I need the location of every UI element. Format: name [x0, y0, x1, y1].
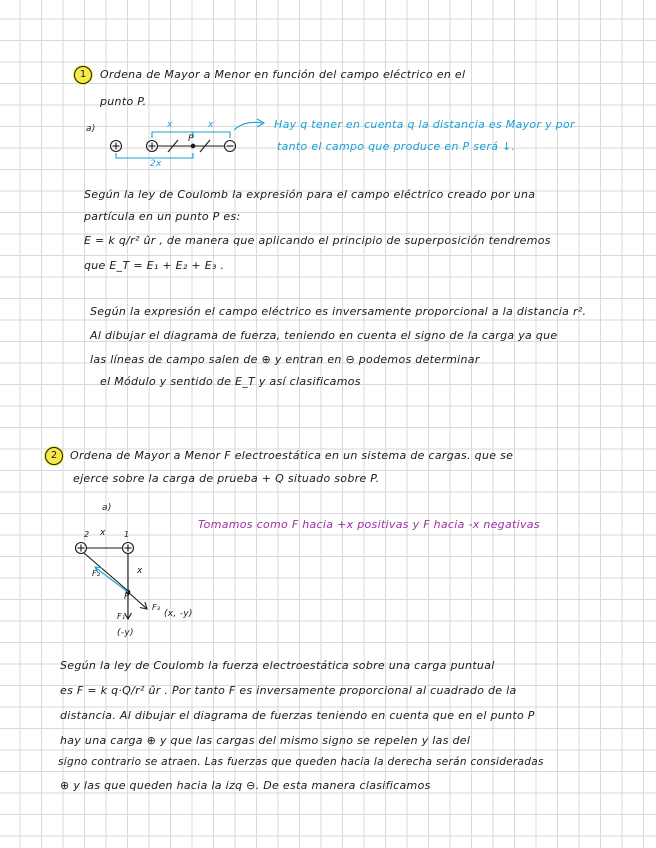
- problem-number-2: 2: [45, 447, 63, 465]
- problem1-para2-line3: las líneas de campo salen de ⊕ y entran en ⊖ podemos determinar: [90, 353, 480, 366]
- problem2-para-line6: ⊕ y las que queden hacia la izq ⊖. De esta manera clasificamos: [60, 779, 431, 792]
- problem2-title-line2: ejerce sobre la carga de prueba + Q situado sobre P.: [73, 472, 380, 485]
- problem1-para2-line2: Al dibujar el diagrama de fuerza, teniendo en cuenta el signo de la carga ya que: [90, 329, 558, 342]
- diagram2-point-p: P: [124, 592, 130, 602]
- diagram2-label-x-side: x: [137, 566, 143, 576]
- problem1-para1-line3: E = k q/r² ûr , de manera que aplicando el principio de superposición tendremos: [84, 234, 551, 247]
- problem2-para-line1: Según la ley de Coulomb la fuerza electroestática sobre una carga puntual: [60, 659, 495, 672]
- problem1-part-a: a): [86, 124, 96, 134]
- problem2-para-line4: hay una carga ⊕ y que las cargas del mismo signo se repelen y las del: [60, 734, 471, 747]
- problem1-para1-line1: Según la ley de Coulomb la expresión para el campo eléctrico creado por una: [84, 188, 536, 201]
- diagram1-label-x1: x: [167, 120, 173, 130]
- diagram1-point-p: P: [188, 134, 194, 144]
- problem1-note-line1: Hay q tener en cuenta q la distancia es Mayor y por: [274, 118, 575, 131]
- diagram2-label-1: 1: [124, 530, 130, 539]
- problem1-para1-line4: que E_T = E₁ + E₂ + E₃ .: [84, 259, 225, 272]
- diagram1-label-x2: x: [208, 120, 214, 130]
- problem1-title-line1: Ordena de Mayor a Menor en función del campo eléctrico en el: [100, 68, 466, 81]
- diagram2-vec-f3: (x, -y): [164, 609, 193, 619]
- problem2-para-line3: distancia. Al dibujar el diagrama de fuerzas teniendo en cuenta que en el punto P: [60, 709, 535, 722]
- problem2-part-a: a): [102, 503, 112, 513]
- diagram2-vec-f1: (-y): [117, 628, 134, 638]
- problem-number-1: 1: [74, 66, 92, 84]
- problem2-para-line2: es F = k q·Q/r² ûr . Por tanto F es inversamente proporcional al cuadrado de la: [60, 684, 517, 697]
- problem1-note-line2: tanto el campo que produce en P será ↓.: [277, 140, 516, 153]
- problem1-para2-line1: Según la expresión el campo eléctrico es inversamente proporcional a la distancia r².: [90, 305, 587, 318]
- problem2-note: Tomamos como F hacia +x positivas y F hacia -x negativas: [198, 518, 540, 531]
- problem1-title-line2: punto P.: [100, 95, 147, 108]
- diagram2-f2: F₂: [92, 569, 101, 578]
- diagram2-f1: F₁: [117, 612, 126, 621]
- problem2-title-line1: Ordena de Mayor a Menor F electroestática en un sistema de cargas. que se: [70, 449, 514, 462]
- problem1-para2-line4: el Módulo y sentido de E_T y así clasificamos: [100, 375, 361, 388]
- diagram2-label-2: 2: [84, 530, 90, 539]
- diagram2-f3: F₃: [152, 603, 161, 612]
- diagram2-label-x-top: x: [100, 528, 106, 538]
- diagram1-label-2x: 2x: [150, 159, 162, 169]
- problem1-para1-line2: partícula en un punto P es:: [84, 210, 241, 223]
- problem2-para-line5: signo contrario se atraen. Las fuerzas que queden hacia la derecha serán consideradas: [58, 756, 544, 768]
